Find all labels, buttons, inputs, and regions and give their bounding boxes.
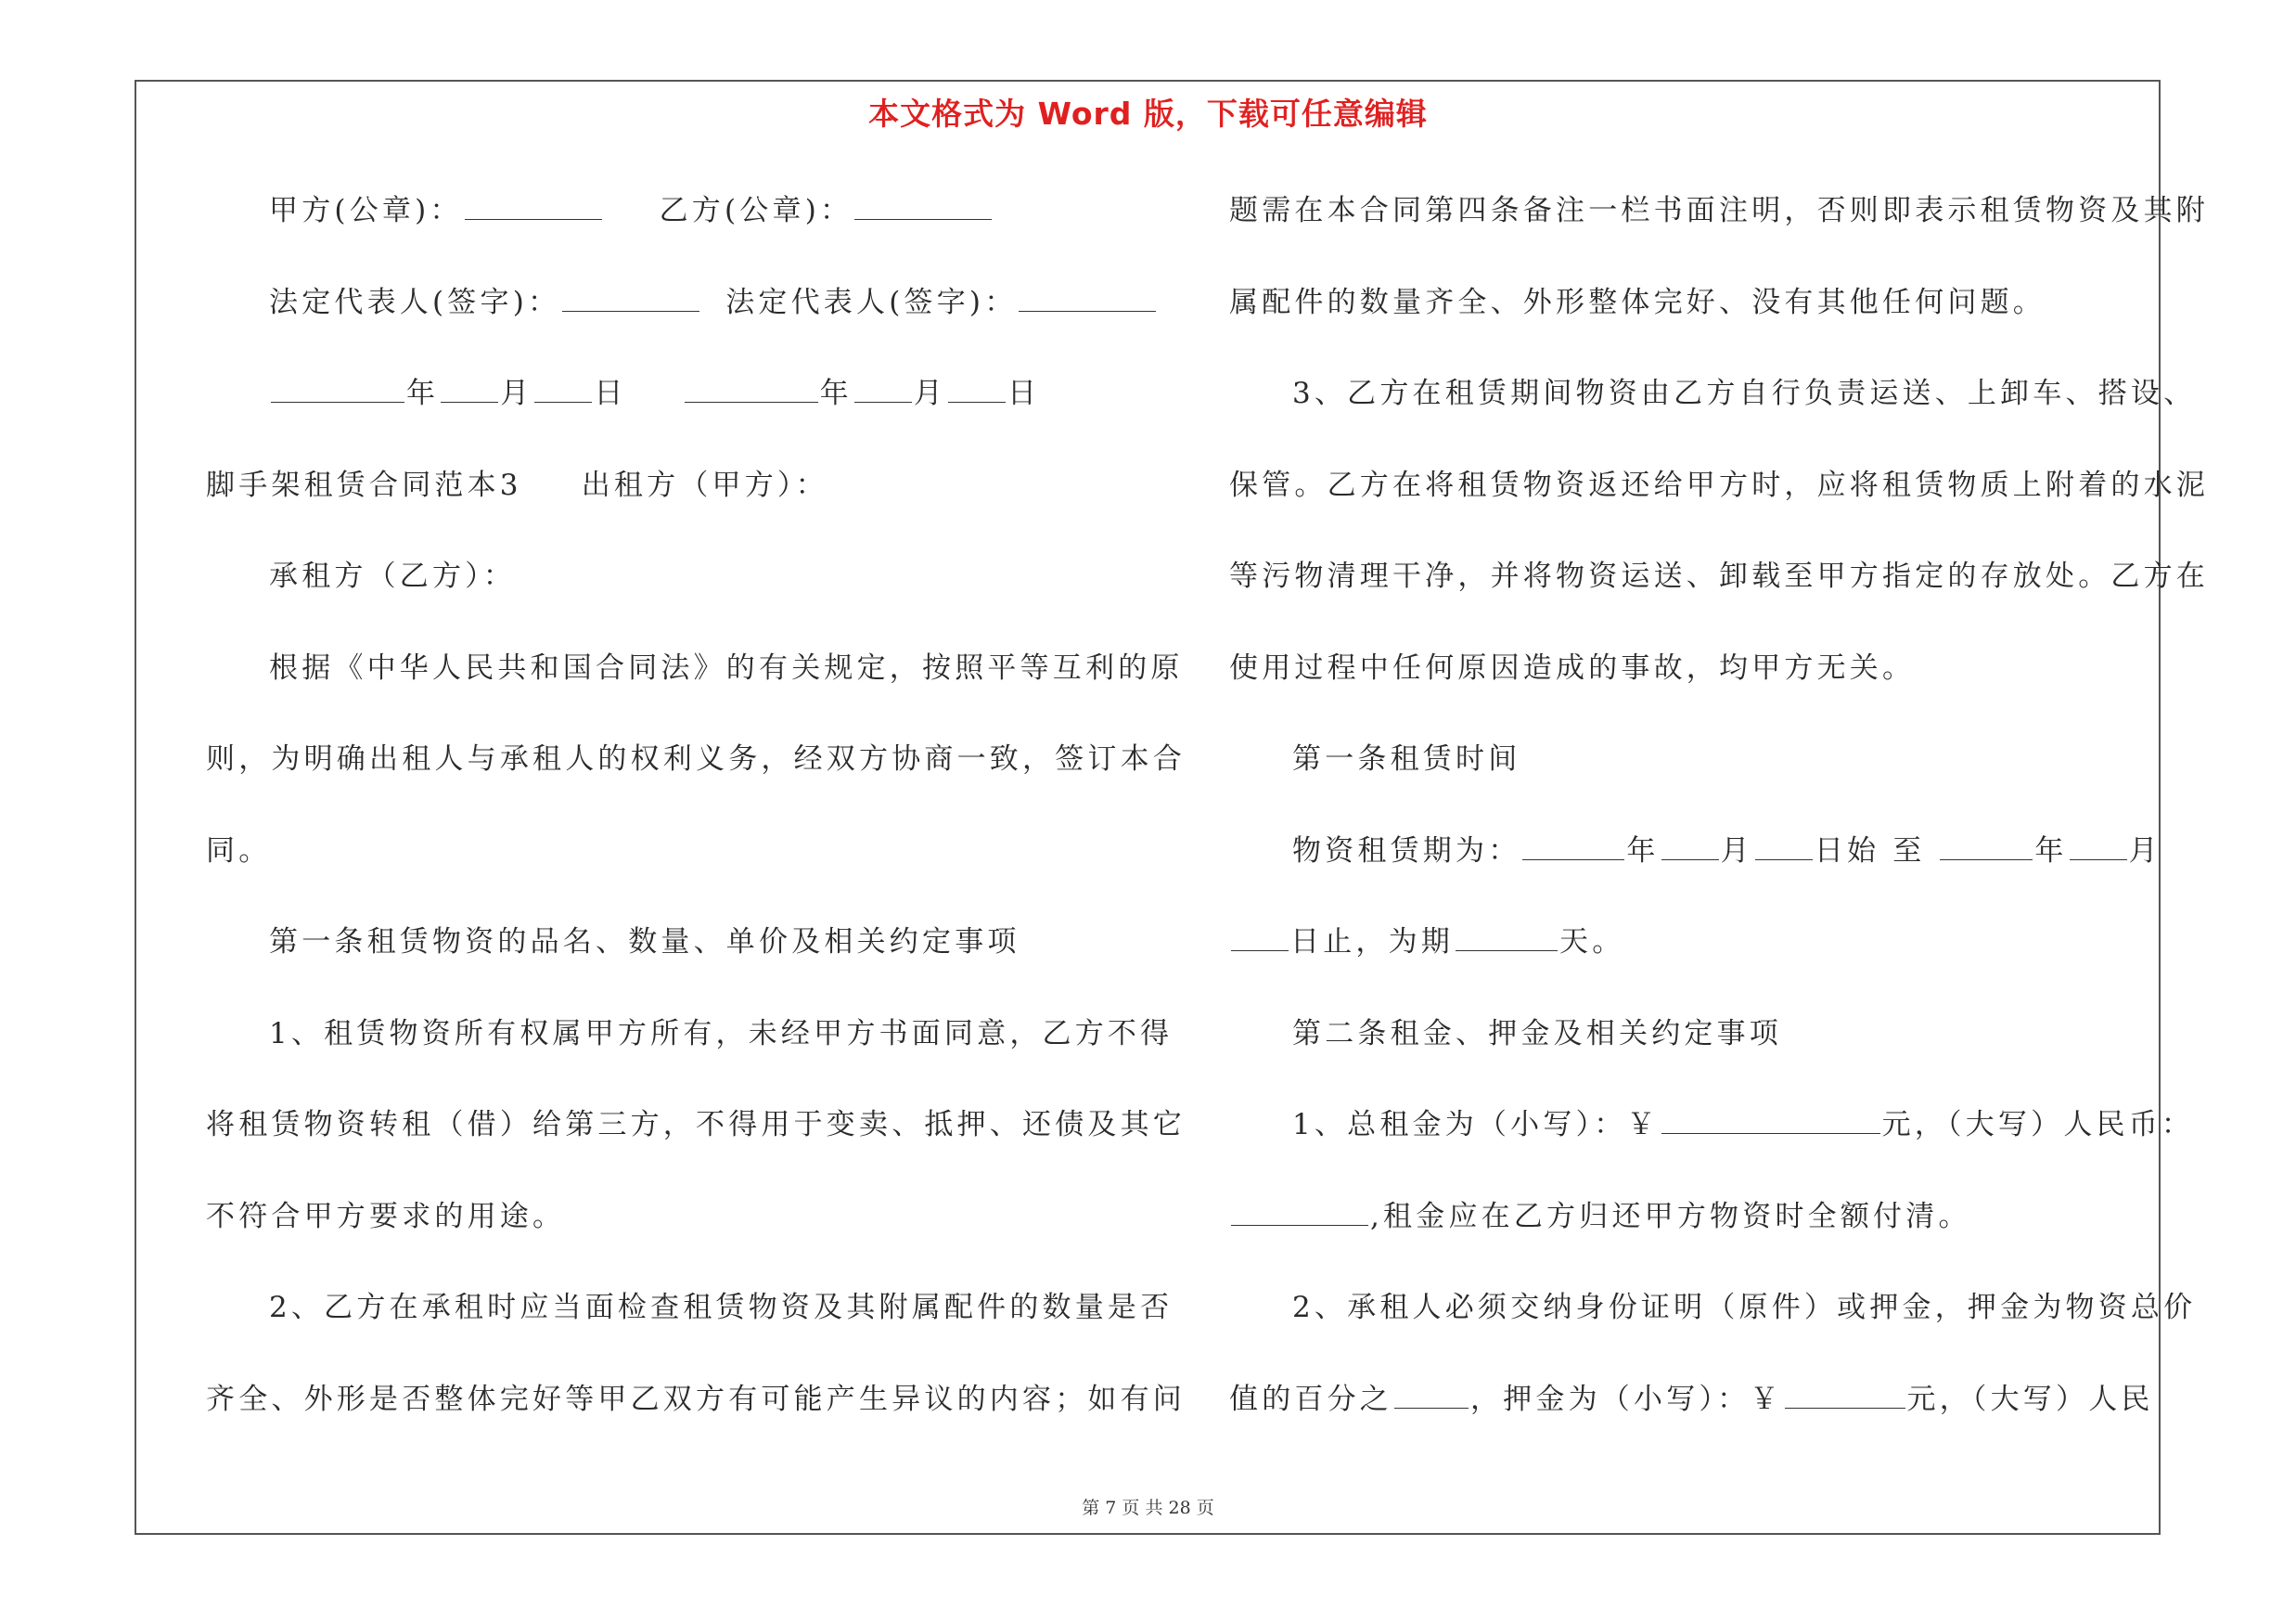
rent-label: 1、总租金为（小写）：￥: [1292, 1108, 1660, 1141]
paragraph-line: 2、承租人必须交纳身份证明（原件）或押金，押金为物资总价: [1292, 1291, 2197, 1324]
deposit-line: [1229, 1371, 2152, 1462]
start-month-blank: [1661, 831, 1719, 860]
rent-uppercase-label: 元，（大写）人民币：: [1881, 1108, 2195, 1141]
paragraph-line: 使用过程中任何原因造成的事故，均甲方无关。: [1229, 650, 1916, 685]
end-year-blank: [1940, 831, 2033, 860]
article-1-title: 第一条租赁物资的品名、数量、单价及相关约定事项: [269, 925, 1020, 959]
paragraph-line: 不符合甲方要求的用途。: [206, 1199, 566, 1233]
party-b-seal-label: 乙方(公章)：: [659, 194, 853, 227]
deposit-percent-blank: [1394, 1380, 1469, 1409]
day-blank-2: [948, 374, 1006, 403]
year-blank-2: [685, 374, 818, 403]
days-blank: [1456, 922, 1558, 951]
lease-time-title: 第一条租赁时间: [1292, 742, 1521, 776]
deposit-amount-blank: [1785, 1380, 1905, 1409]
deposit-percent-label: 值的百分之: [1229, 1382, 1392, 1416]
month-blank-2: [854, 374, 912, 403]
day-label-2: 日: [1007, 377, 1041, 410]
signature-seal-line: [206, 182, 1129, 274]
rent-line-2: [1229, 1188, 2152, 1280]
paragraph-line: 题需在本合同第四条备注一栏书面注明，否则即表示租赁物资及其附: [1229, 194, 2209, 227]
party-a-seal-blank: [465, 191, 602, 220]
month-label: 月: [500, 377, 533, 410]
to-label: 至: [1892, 833, 1926, 868]
day-blank: [534, 374, 592, 403]
paragraph-line: 等污物清理干净，并将物资运送、卸载至甲方指定的存放处。乙方在: [1229, 560, 2209, 593]
start-month-label: 月: [1720, 833, 1753, 868]
paragraph-line: 同。: [206, 833, 272, 868]
party-a-seal-label: 甲方(公章)：: [269, 194, 463, 227]
lessor-label: 出租方（甲方）：: [581, 468, 828, 502]
page-number: 第 7 页 共 28 页: [1082, 1498, 1214, 1518]
contract-title-line: [206, 457, 1129, 548]
lessee-label: 承租方（乙方）：: [269, 560, 517, 593]
year-label-2: 年: [819, 377, 853, 410]
header-banner: 本文格式为 Word 版，下载可任意编辑: [868, 96, 1428, 132]
start-year-blank: [1522, 831, 1624, 860]
paragraph-line: 3、乙方在租赁期间物资由乙方自行负责运送、上卸车、搭设、: [1292, 377, 2197, 410]
month-label-2: 月: [913, 377, 947, 410]
contract-title: 脚手架租赁合同范本3: [206, 468, 522, 502]
party-a-rep-label: 法定代表人(签字)：: [269, 285, 561, 319]
paragraph-line: 1、租赁物资所有权属甲方所有，未经甲方书面同意，乙方不得: [269, 1016, 1174, 1050]
start-day-label: 日始: [1814, 833, 1880, 868]
end-day-label: 日止，为期: [1290, 925, 1454, 959]
paragraph-line: 齐全、外形是否整体完好等甲乙双方有可能产生异议的内容；如有问: [206, 1382, 1186, 1416]
paragraph-line: 保管。乙方在将租赁物资返还给甲方时，应将租赁物质上附着的水泥: [1229, 468, 2209, 502]
days-label: 天。: [1559, 925, 1625, 959]
start-day-blank: [1755, 831, 1813, 860]
paragraph-line: 属配件的数量齐全、外形整体完好、没有其他任何问题。: [1229, 285, 2046, 319]
end-day-blank: [1231, 922, 1289, 951]
right-column: [1229, 182, 2209, 1462]
lease-period-line: [1229, 822, 2161, 914]
article-2-title: 第二条租金、押金及相关约定事项: [1292, 1016, 1782, 1050]
rent-payment-text: ,租金应在乙方归还甲方物资时全额付清。: [1370, 1199, 1971, 1233]
paragraph-line: 则，为明确出租人与承租人的权利义务，经双方协商一致，签订本合: [206, 742, 1186, 776]
year-label: 年: [406, 377, 440, 410]
left-column: [206, 182, 1186, 1462]
lease-period-label: 物资租赁期为：: [1292, 833, 1521, 868]
end-month-blank: [2070, 831, 2127, 860]
party-b-rep-label: 法定代表人(签字)：: [725, 285, 1018, 319]
rent-amount-blank: [1661, 1105, 1880, 1134]
date-line: [206, 365, 1129, 457]
deposit-uppercase-label: 元，（大写）人民: [1906, 1382, 2154, 1416]
end-month-label: 月: [2128, 833, 2161, 868]
end-year-label: 年: [2034, 833, 2068, 868]
representative-line: [206, 274, 1129, 366]
year-blank: [271, 374, 404, 403]
paragraph-line: 根据《中华人民共和国合同法》的有关规定，按照平等互利的原: [269, 650, 1184, 685]
lease-period-line-2: [1229, 913, 2152, 1005]
party-a-rep-blank: [562, 283, 699, 312]
rent-line: [1229, 1096, 2195, 1188]
rent-uppercase-blank: [1231, 1197, 1368, 1226]
paragraph-line: 2、乙方在承租时应当面检查租赁物资及其附属配件的数量是否: [269, 1291, 1174, 1324]
deposit-amount-label: ，押金为（小写）：￥: [1470, 1382, 1783, 1416]
day-label: 日: [594, 377, 627, 410]
month-blank: [441, 374, 498, 403]
party-b-rep-blank: [1019, 283, 1156, 312]
start-year-label: 年: [1626, 833, 1660, 868]
paragraph-line: 将租赁物资转租（借）给第三方，不得用于变卖、抵押、还债及其它: [206, 1108, 1186, 1141]
party-b-seal-blank: [854, 191, 992, 220]
